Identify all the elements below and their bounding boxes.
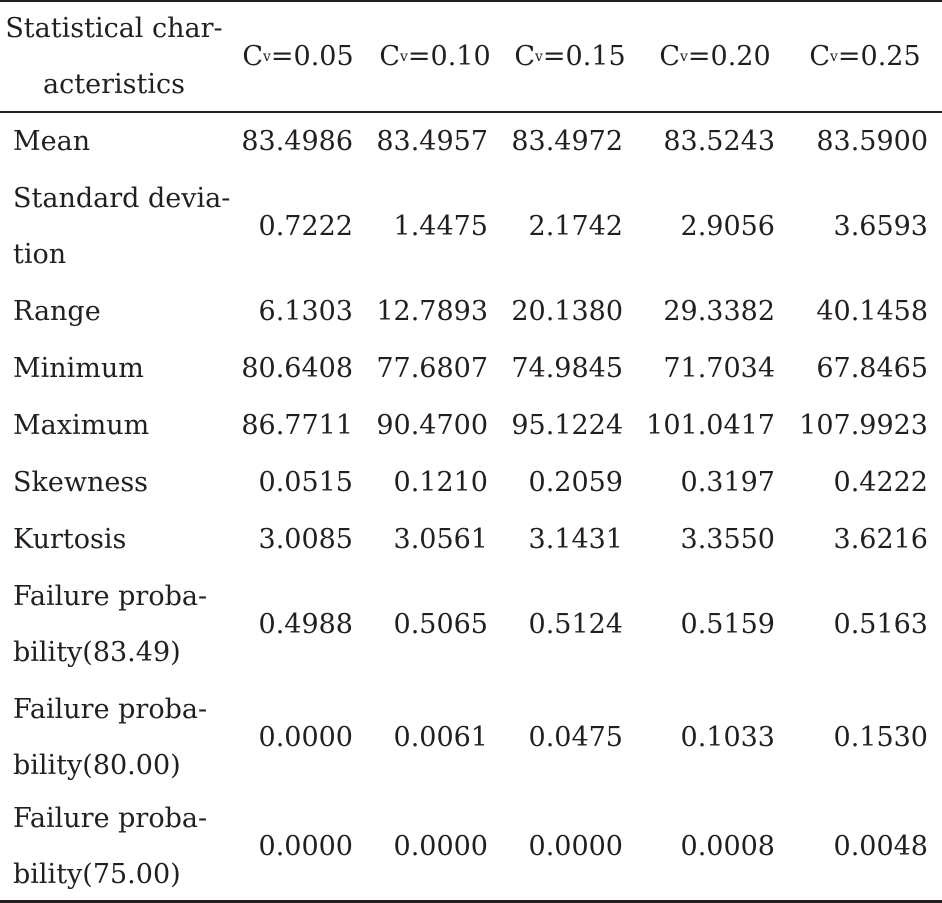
row-label-cell xyxy=(13,170,238,284)
header-label-line: acteristics xyxy=(43,68,185,100)
value-cell: 0.1210 xyxy=(393,466,488,498)
row-label-line: Failure proba- xyxy=(13,580,208,612)
header-cv-0.20: C v =0.20 xyxy=(659,40,771,72)
value-cell: 90.4700 xyxy=(376,409,488,441)
row-label-cell xyxy=(13,114,238,170)
row-label-cell xyxy=(13,284,238,340)
value-cell: 3.0561 xyxy=(393,523,488,555)
value-cell: 2.9056 xyxy=(680,211,775,242)
value-cell: 83.4986 xyxy=(241,126,353,157)
table-row xyxy=(0,454,942,511)
row-label-cell xyxy=(13,340,238,397)
row-label-line: Failure proba- xyxy=(13,803,208,834)
table-row xyxy=(0,284,942,340)
value-cell: 0.0008 xyxy=(680,831,775,862)
row-label-line: Standard devia- xyxy=(13,183,231,214)
row-label-cell xyxy=(13,794,238,900)
value-cell: 0.0061 xyxy=(393,721,488,753)
header-label-cell xyxy=(0,2,228,111)
value-cell: 2.1742 xyxy=(528,211,623,242)
value-cell: 80.6408 xyxy=(241,352,353,384)
table-row xyxy=(0,511,942,568)
value-cell: 3.0085 xyxy=(258,523,353,555)
value-cell: 83.5243 xyxy=(663,126,775,157)
table-row xyxy=(0,794,942,900)
value-cell: 77.6807 xyxy=(376,352,488,384)
value-cell: 0.0515 xyxy=(258,466,353,498)
value-cell: 1.4475 xyxy=(393,211,488,242)
value-cell: 0.1033 xyxy=(680,721,775,753)
value-cell: 20.1380 xyxy=(511,296,623,327)
value-cell: 0.0000 xyxy=(393,831,488,862)
row-label-line: Maximum xyxy=(13,409,150,441)
value-cell: 6.1303 xyxy=(258,296,353,327)
row-label-cell xyxy=(13,568,238,681)
row-label-line: Range xyxy=(13,296,101,327)
row-label-line: bility(80.00) xyxy=(13,749,181,781)
row-label-line: Mean xyxy=(13,126,91,157)
value-cell: 0.7222 xyxy=(258,211,353,242)
value-cell: 12.7893 xyxy=(376,296,488,327)
value-cell: 83.5900 xyxy=(816,126,928,157)
header-cv-0.25: C v =0.25 xyxy=(809,40,921,72)
value-cell: 3.6216 xyxy=(833,523,928,555)
value-cell: 0.0000 xyxy=(258,721,353,753)
value-cell: 0.5163 xyxy=(833,608,928,640)
value-cell: 0.0000 xyxy=(528,831,623,862)
row-label-cell xyxy=(13,397,238,454)
row-label-cell xyxy=(13,511,238,568)
value-cell: 29.3382 xyxy=(663,296,775,327)
value-cell: 101.0417 xyxy=(646,409,775,441)
row-label-cell xyxy=(13,454,238,511)
row-label-line: Kurtosis xyxy=(13,523,127,555)
value-cell: 107.9923 xyxy=(799,409,928,441)
header-cv-0.05: C v =0.05 xyxy=(242,40,354,72)
header-cv-0.10: C v =0.10 xyxy=(379,40,491,72)
value-cell: 95.1224 xyxy=(511,409,623,441)
value-cell: 0.5065 xyxy=(393,608,488,640)
row-label-line: Failure proba- xyxy=(13,693,208,725)
table-row xyxy=(0,681,942,794)
value-cell: 0.5159 xyxy=(680,608,775,640)
value-cell: 0.5124 xyxy=(528,608,623,640)
value-cell: 0.0000 xyxy=(258,831,353,862)
header-cv-0.15: C v =0.15 xyxy=(514,40,626,72)
table-row xyxy=(0,397,942,454)
row-label-line: tion xyxy=(13,239,67,270)
row-label-cell xyxy=(13,681,238,794)
value-cell: 40.1458 xyxy=(816,296,928,327)
header-label-line: Statistical char- xyxy=(5,12,223,44)
row-label-line: bility(75.00) xyxy=(13,859,181,890)
value-cell: 0.3197 xyxy=(680,466,775,498)
row-label-line: bility(83.49) xyxy=(13,636,181,668)
table-row xyxy=(0,340,942,397)
value-cell: 3.1431 xyxy=(528,523,623,555)
value-cell: 0.2059 xyxy=(528,466,623,498)
value-cell: 74.9845 xyxy=(511,352,623,384)
row-label-line: Minimum xyxy=(13,352,144,384)
value-cell: 3.3550 xyxy=(680,523,775,555)
value-cell: 67.8465 xyxy=(816,352,928,384)
header-row xyxy=(0,2,942,111)
row-label-line: Skewness xyxy=(13,466,149,498)
value-cell: 71.7034 xyxy=(663,352,775,384)
value-cell: 83.4957 xyxy=(376,126,488,157)
table-row xyxy=(0,568,942,681)
table-row xyxy=(0,170,942,284)
value-cell: 3.6593 xyxy=(833,211,928,242)
value-cell: 86.7711 xyxy=(241,409,353,441)
value-cell: 83.4972 xyxy=(511,126,623,157)
value-cell: 0.0048 xyxy=(833,831,928,862)
value-cell: 0.1530 xyxy=(833,721,928,753)
value-cell: 0.4988 xyxy=(258,608,353,640)
value-cell: 0.0475 xyxy=(528,721,623,753)
table-row xyxy=(0,114,942,170)
value-cell: 0.4222 xyxy=(833,466,928,498)
